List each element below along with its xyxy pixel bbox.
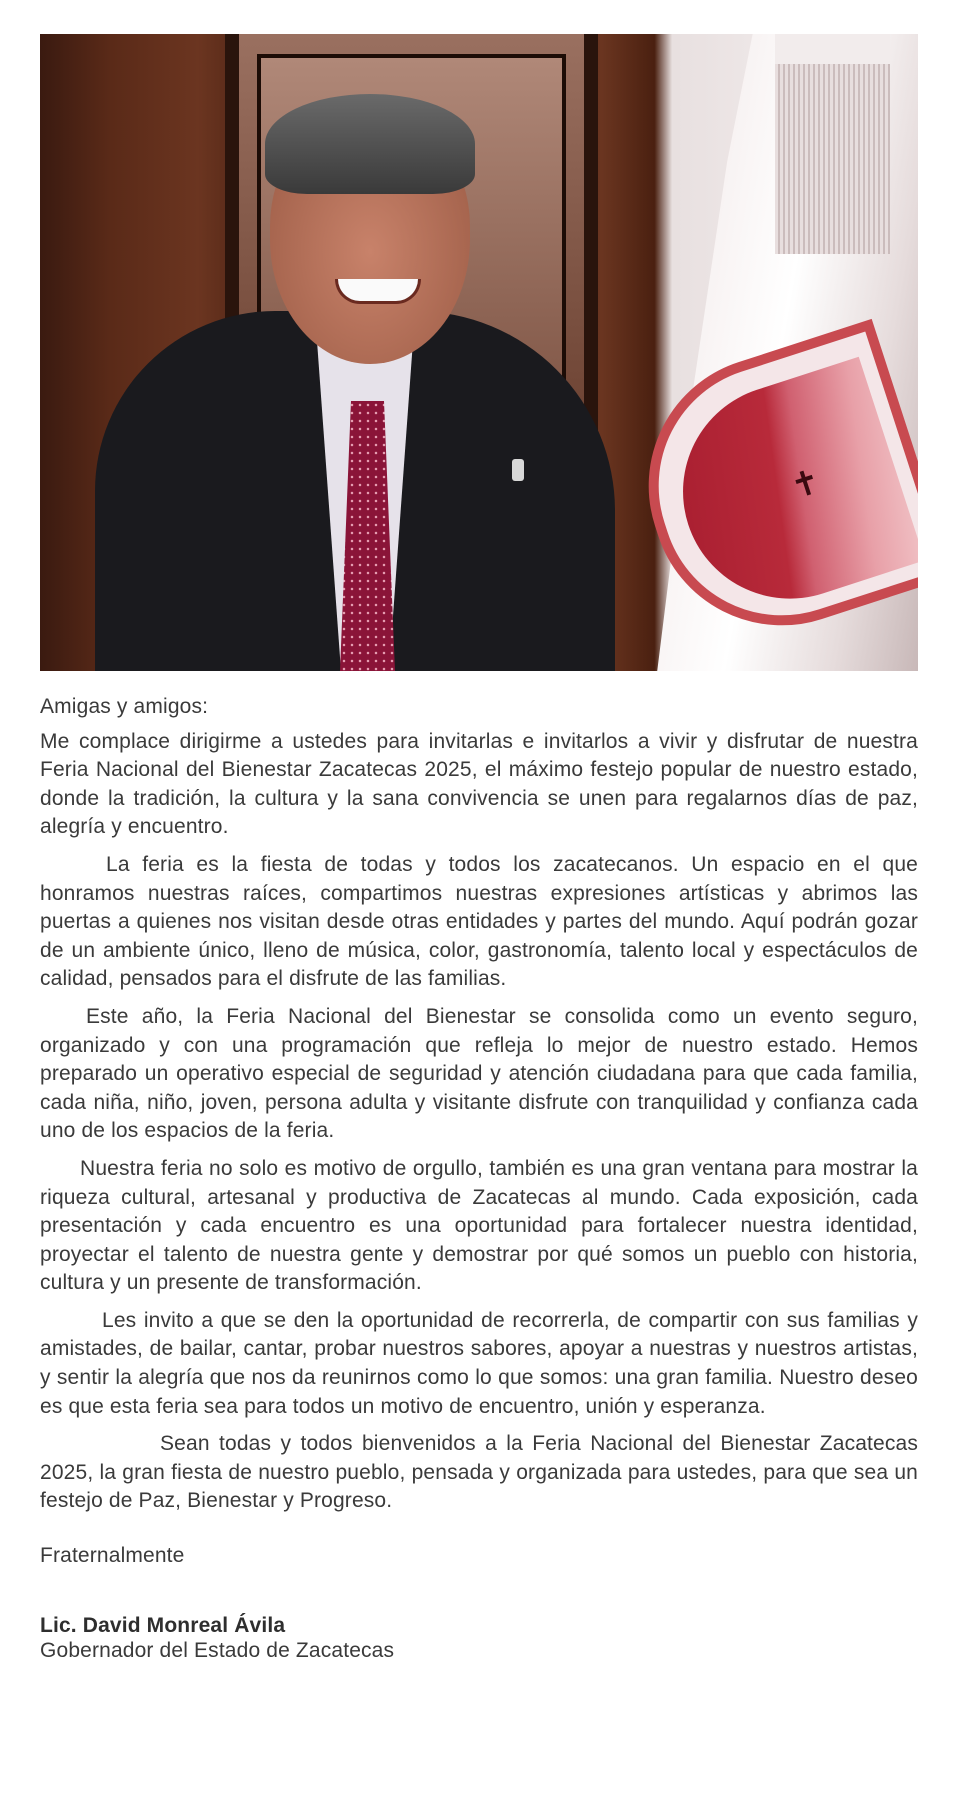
letter-paragraph: Les invito a que se den la oportunidad de recorrerla, de compartir con sus familias y amistades, de bailar, cantar, probar nuestros sabores, apoyar a nuestras y nuestros artistas, y sentir la alegría que nos da reunirnos como lo que somos: una gran familia. Nuestro deseo es que esta feria sea para todos un motivo de encuentro, unión y esperanza. (40, 1308, 918, 1418)
letter-closing: Fraternalmente (40, 1544, 185, 1568)
emblem-shield (615, 319, 918, 659)
hair (265, 94, 475, 194)
governor-portrait-photo (40, 34, 918, 671)
letter-paragraph: Este año, la Feria Nacional del Bienestar se consolida como un evento seguro, organizado y con una programación que refleja lo mejor de nuestro estado. Hemos preparado un operativo especial de seguridad y atención ciudadana para que cada familia, cada niña, niño, joven, persona adulta y visitante disfrute con tranquilidad y confianza cada uno de los espacios de la feria. (40, 1004, 918, 1143)
signature-title: Gobernador del Estado de Zacatecas (40, 1638, 395, 1662)
governor-figure (95, 94, 615, 671)
flag-emblem (650, 334, 918, 634)
flag-fringe (775, 34, 890, 254)
letter-paragraph: Sean todas y todos bienvenidos a la Feria Nacional del Bienestar Zacatecas 2025, la gran fiesta de nuestro pueblo, pensada y organizada para ustedes, para que sea un festejo de Paz, Bienestar y Progreso. (40, 1432, 918, 1513)
lapel-pin-icon (512, 459, 524, 481)
cross-icon: ✝ (786, 460, 826, 508)
letter-greeting: Amigas y amigos: (40, 695, 209, 718)
letter-paragraph: La feria es la fiesta de todas y todos los zacatecanos. Un espacio en el que honramos nuestras raíces, compartimos nuestras expresiones artísticas y abrimos las puertas a quienes nos visitan desde otras entidades y partes del mundo. Aquí podrán gozar de un ambiente único, lleno de música, color, gastronomía, talento local y espectáculos de calidad, pensados para el disfrute de las familias. (40, 852, 918, 991)
letter-paragraph: Nuestra feria no solo es motivo de orgullo, también es una gran ventana para mostrar la riqueza cultural, artesanal y productiva de Zacatecas al mundo. Cada exposición, cada presentación y cada encuentro es una oportunidad para fortalecer nuestra identidad, proyectar el talento de nuestra gente y demostrar por qué somos un pueblo con historia, cultura y un presente de transformación. (40, 1156, 918, 1295)
smile (335, 279, 421, 304)
letter-page (40, 34, 918, 1663)
signature-name: Lic. David Monreal Ávila (40, 1613, 286, 1637)
emblem-inner (655, 357, 918, 627)
letter-paragraph: Me complace dirigirme a ustedes para invitarlas e invitarlos a vivir y disfrutar de nuestra Feria Nacional del Bienestar Zacatecas 2025, el máximo festejo popular de nuestro estado, donde la tradición, la cultura y la sana convivencia se unen para regalarnos días de paz, alegría y encuentro. (40, 729, 918, 839)
